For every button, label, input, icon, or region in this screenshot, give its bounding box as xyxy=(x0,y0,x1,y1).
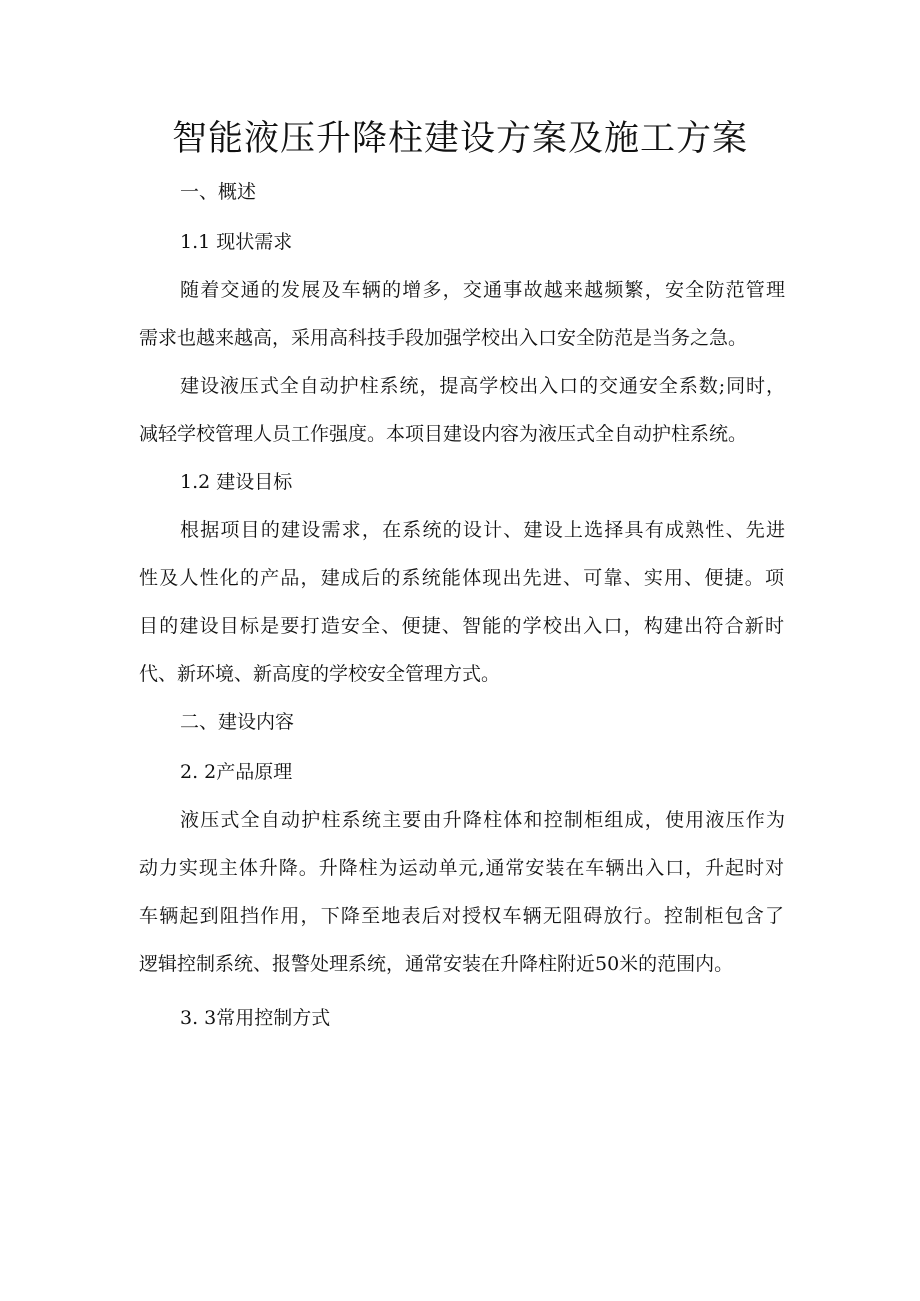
subsection-heading-principle: 2. 2产品原理 xyxy=(180,761,293,783)
section-heading-overview: 一、概述 xyxy=(180,181,257,203)
paragraph-line: 动力实现主体升降。升降柱为运动单元,通常安装在车辆出入口，升起时对 xyxy=(139,857,784,879)
paragraph-line: 根据项目的建设需求，在系统的设计、建设上选择具有成熟性、先进 xyxy=(180,519,785,541)
paragraph-line: 建设液压式全自动护柱系统，提高学校出入口的交通安全系数;同时， xyxy=(180,375,785,397)
subsection-heading-control-modes: 3. 3常用控制方式 xyxy=(180,1007,331,1029)
paragraph-line: 代、新环境、新高度的学校安全管理方式。 xyxy=(139,663,501,685)
subsection-heading-current-needs: 1.1 现状需求 xyxy=(180,231,293,253)
document-title: 智能液压升降柱建设方案及施工方案 xyxy=(171,119,748,159)
paragraph-line: 车辆起到阻挡作用，下降至地表后对授权车辆无阻碍放行。控制柜包含了 xyxy=(139,905,784,927)
paragraph-line: 液压式全自动护柱系统主要由升降柱体和控制柜组成，使用液压作为 xyxy=(180,809,785,831)
subsection-heading-goals: 1.2 建设目标 xyxy=(180,471,293,493)
paragraph-line: 减轻学校管理人员工作强度。本项目建设内容为液压式全自动护柱系统。 xyxy=(139,423,748,445)
paragraph-line: 需求也越来越高，采用高科技手段加强学校出入口安全防范是当务之急。 xyxy=(139,327,748,349)
paragraph-line: 随着交通的发展及车辆的增多，交通事故越来越频繁，安全防范管理 xyxy=(180,279,785,301)
section-heading-construction: 二、建设内容 xyxy=(180,711,295,733)
paragraph-line: 逻辑控制系统、报警处理系统，通常安装在升降柱附近50米的范围内。 xyxy=(139,953,734,975)
paragraph-line: 目的建设目标是要打造安全、便捷、智能的学校出入口，构建出符合新时 xyxy=(139,615,784,637)
paragraph-line: 性及人性化的产品，建成后的系统能体现出先进、可靠、实用、便捷。项 xyxy=(139,567,784,589)
